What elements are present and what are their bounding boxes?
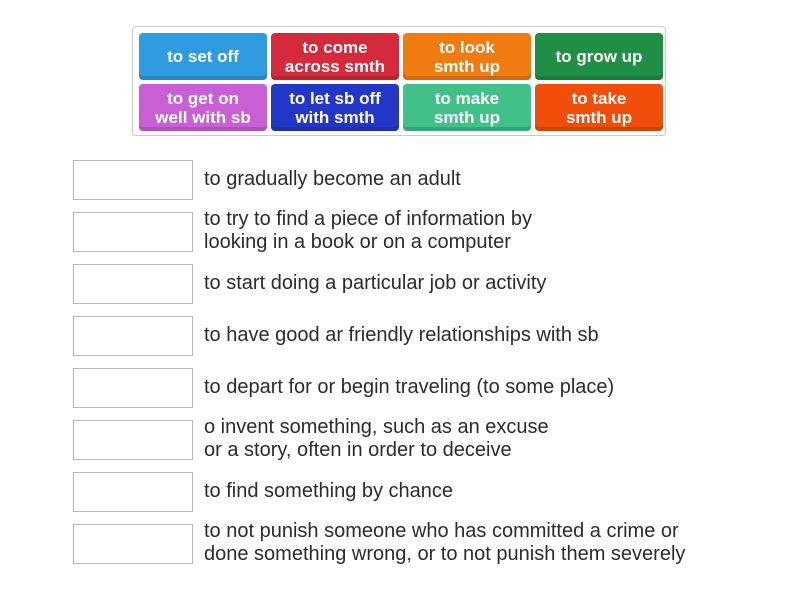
tile-grow-up[interactable]: to grow up: [535, 33, 663, 80]
tile-look-up[interactable]: to look smth up: [403, 33, 531, 80]
tile-make-up[interactable]: to make smth up: [403, 84, 531, 131]
tile-take-up[interactable]: to take smth up: [535, 84, 663, 131]
definition-3: to start doing a particular job or activity: [204, 272, 547, 294]
tile-let-off[interactable]: to let sb off with smth: [271, 84, 399, 131]
definition-5: to depart for or begin traveling (to some place): [204, 376, 615, 398]
definition-2: to try to find a piece of information by looking in a book or on a computer: [204, 208, 532, 253]
definition-7: to find something by chance: [204, 480, 454, 502]
drop-slot-2[interactable]: [73, 212, 193, 252]
tile-set-off[interactable]: to set off: [139, 33, 267, 80]
drop-slot-7[interactable]: [73, 472, 193, 512]
answer-bank: [132, 26, 666, 136]
definition-4: to have good ar friendly relationships with sb: [204, 324, 599, 346]
definition-1: to gradually become an adult: [204, 168, 461, 190]
drop-slot-6[interactable]: [73, 420, 193, 460]
tile-come-across[interactable]: to come across smth: [271, 33, 399, 80]
drop-slot-8[interactable]: [73, 524, 193, 564]
tile-get-on-well[interactable]: to get on well with sb: [139, 84, 267, 131]
drop-slot-5[interactable]: [73, 368, 193, 408]
drop-slot-3[interactable]: [73, 264, 193, 304]
definition-6: o invent something, such as an excuse or a story, often in order to deceive: [204, 416, 549, 461]
drop-slot-1[interactable]: [73, 160, 193, 200]
definition-8: to not punish someone who has committed a crime or done something wrong, or to not punish them severely: [204, 520, 686, 565]
drop-slot-4[interactable]: [73, 316, 193, 356]
